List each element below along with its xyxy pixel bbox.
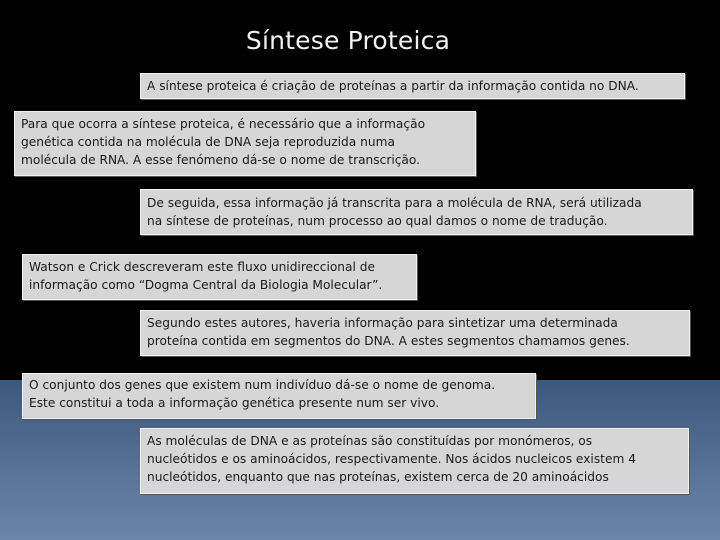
text-line: nucleótidos, enquanto que nas proteínas, existem cerca de 20 aminoácidos (147, 470, 609, 484)
text-line: proteína contida em segmentos do DNA. A estes segmentos chamamos genes. (147, 334, 630, 348)
text-box-genome (22, 373, 536, 419)
text-line: molécula de RNA. A esse fenómeno dá-se o nome de transcrição. (21, 153, 421, 167)
text-line: Este constitui a toda a informação genética presente num ser vivo. (29, 396, 440, 410)
text-box-translation (140, 189, 693, 235)
text-line: Segundo estes autores, haveria informação para sintetizar uma determinada (147, 316, 618, 330)
text-line: De seguida, essa informação já transcrita para a molécula de RNA, será utilizada (147, 196, 642, 210)
text-line: nucleótidos e os aminoácidos, respectivamente. Nos ácidos nucleicos existem 4 (147, 452, 636, 466)
text-line: As moléculas de DNA e as proteínas são constituídas por monómeros, os (147, 434, 593, 448)
text-box-transcription (14, 111, 476, 176)
text-box-monomers (140, 428, 689, 494)
text-line: Para que ocorra a síntese proteica, é necessário que a informação (21, 117, 426, 131)
slide-title: Síntese Proteica (245, 26, 451, 55)
text-box-central-dogma (22, 254, 417, 300)
text-line: Watson e Crick descreveram este fluxo unidireccional de (29, 260, 375, 274)
text-box-genes (140, 310, 690, 356)
text-line: informação como “Dogma Central da Biologia Molecular”. (29, 278, 383, 292)
text-box-protein-synthesis-definition (140, 73, 685, 99)
text-line: genética contida na molécula de DNA seja reproduzida numa (21, 135, 395, 149)
text-line: A síntese proteica é criação de proteínas a partir da informação contida no DNA. (147, 79, 639, 93)
text-line: na síntese de proteínas, num processo ao qual damos o nome de tradução. (147, 214, 608, 228)
text-line: O conjunto dos genes que existem num indivíduo dá-se o nome de genoma. (29, 378, 496, 392)
